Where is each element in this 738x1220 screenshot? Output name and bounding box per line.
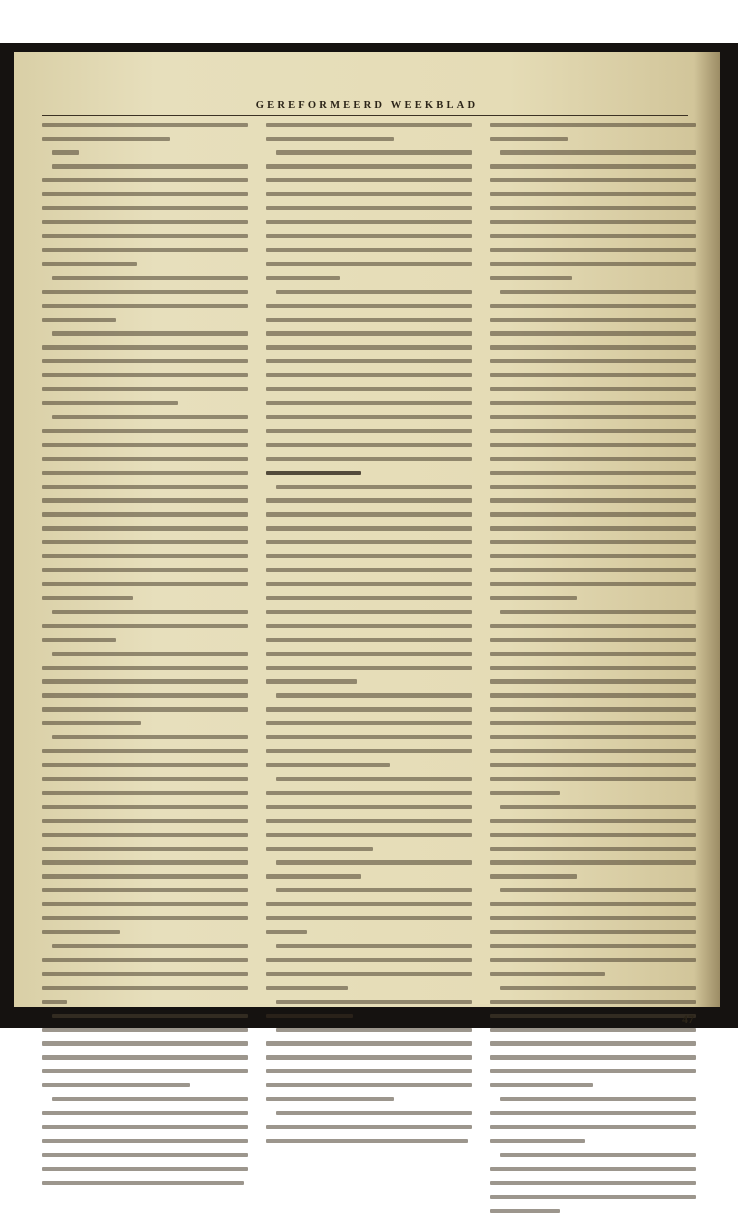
running-header: GEREFORMEERD WEEKBLAD: [255, 100, 479, 111]
text-line: [266, 596, 472, 607]
paragraph: [42, 331, 248, 412]
text-line: [266, 498, 472, 509]
text-line: [490, 693, 696, 704]
text-line: [490, 624, 696, 635]
text-line: [42, 485, 248, 496]
text-line: [266, 123, 472, 134]
text-line: [490, 123, 696, 134]
text-line: [266, 1028, 472, 1039]
text-line: [42, 304, 248, 315]
text-line: [266, 192, 472, 203]
text-line: [42, 290, 248, 301]
page-number: 47: [682, 1012, 694, 1026]
text-line: [42, 652, 248, 663]
text-line: [266, 1069, 472, 1080]
text-line: [490, 638, 696, 649]
text-line: [42, 471, 248, 482]
paragraph: [490, 1097, 696, 1150]
text-line: [490, 206, 696, 217]
paragraph: [42, 610, 248, 649]
text-line: [42, 318, 248, 329]
text-line: [266, 819, 472, 830]
text-line: [266, 387, 472, 398]
text-line: [42, 262, 248, 273]
text-line: [490, 888, 696, 899]
paragraph: [266, 1000, 472, 1025]
paragraph: [266, 944, 472, 997]
text-line: [490, 373, 696, 384]
text-line: [266, 234, 472, 245]
text-line: [266, 443, 472, 454]
text-line: [490, 707, 696, 718]
text-line: [266, 860, 472, 871]
text-line: [490, 1125, 696, 1136]
text-line: [490, 429, 696, 440]
text-line: [42, 526, 248, 537]
text-line: [42, 930, 248, 941]
text-line: [266, 833, 472, 844]
text-line: [42, 1000, 248, 1011]
text-line: [266, 791, 472, 802]
text-line: [490, 540, 696, 551]
paragraph: [266, 888, 472, 941]
text-line: [42, 860, 248, 871]
text-line: [490, 833, 696, 844]
text-line: [42, 1055, 248, 1066]
text-line: [490, 721, 696, 732]
text-line: [42, 986, 248, 997]
paragraph: [266, 693, 472, 774]
text-line: [266, 485, 472, 496]
text-line: [42, 819, 248, 830]
text-line: [490, 986, 696, 997]
text-line: [42, 833, 248, 844]
text-line: [42, 596, 248, 607]
header-rule: [42, 115, 688, 116]
text-line: [42, 1125, 248, 1136]
text-line: [42, 972, 248, 983]
text-line: [266, 1055, 472, 1066]
text-column-3: [490, 120, 696, 1220]
text-line: [266, 874, 472, 885]
text-line: [266, 554, 472, 565]
text-line: [490, 345, 696, 356]
text-line: [42, 540, 248, 551]
paragraph: [42, 735, 248, 941]
text-column-1: [42, 120, 248, 1192]
text-line: [266, 1125, 472, 1136]
text-line: [266, 304, 472, 315]
text-line: [266, 526, 472, 537]
text-line: [266, 248, 472, 259]
text-line: [490, 847, 696, 858]
text-line: [490, 512, 696, 523]
text-line: [266, 749, 472, 760]
text-line: [42, 1139, 248, 1150]
paragraph: [490, 290, 696, 608]
text-line: [490, 178, 696, 189]
text-line: [490, 387, 696, 398]
text-line: [42, 164, 248, 175]
paragraph: [266, 150, 472, 287]
paragraph: [42, 164, 248, 273]
text-line: [266, 359, 472, 370]
text-line: [266, 1014, 472, 1025]
text-line: [490, 1139, 696, 1150]
text-line: [490, 554, 696, 565]
text-line: [490, 1041, 696, 1052]
text-line: [266, 735, 472, 746]
text-line: [266, 916, 472, 927]
text-line: [490, 137, 696, 148]
text-line: [42, 178, 248, 189]
text-line: [266, 178, 472, 189]
text-line: [266, 847, 472, 858]
text-line: [490, 1153, 696, 1164]
text-line: [490, 1083, 696, 1094]
paragraph: [490, 1153, 696, 1220]
text-line: [266, 944, 472, 955]
text-line: [490, 359, 696, 370]
paragraph: [490, 805, 696, 886]
text-line: [490, 930, 696, 941]
text-line: [42, 123, 248, 134]
paragraph: [42, 276, 248, 329]
paragraph: [266, 123, 472, 148]
text-line: [490, 763, 696, 774]
text-line: [266, 610, 472, 621]
text-line: [490, 331, 696, 342]
text-line: [490, 972, 696, 983]
text-line: [490, 248, 696, 259]
text-line: [490, 610, 696, 621]
text-line: [266, 568, 472, 579]
text-line: [490, 485, 696, 496]
paragraph: [42, 150, 248, 161]
text-line: [266, 164, 472, 175]
text-line: [42, 582, 248, 593]
text-line: [42, 707, 248, 718]
text-line: [490, 902, 696, 913]
text-line: [42, 902, 248, 913]
text-line: [42, 498, 248, 509]
text-line: [266, 972, 472, 983]
text-line: [490, 735, 696, 746]
text-line: [266, 666, 472, 677]
text-line: [490, 596, 696, 607]
text-line: [266, 930, 472, 941]
text-line: [266, 540, 472, 551]
text-line: [490, 1055, 696, 1066]
text-line: [490, 749, 696, 760]
paragraph: [266, 860, 472, 885]
magazine-page: [14, 52, 720, 1026]
text-line: [490, 1181, 696, 1192]
text-line: [42, 777, 248, 788]
text-line: [42, 457, 248, 468]
text-line: [266, 763, 472, 774]
text-line: [490, 471, 696, 482]
text-line: [266, 902, 472, 913]
text-line: [266, 457, 472, 468]
paragraph: [490, 150, 696, 287]
text-line: [42, 1041, 248, 1052]
text-line: [266, 1097, 472, 1108]
text-line: [490, 652, 696, 663]
text-line: [490, 164, 696, 175]
text-line: [490, 1167, 696, 1178]
text-line: [490, 220, 696, 231]
paragraph: [42, 415, 248, 607]
text-line: [266, 415, 472, 426]
text-line: [42, 1153, 248, 1164]
text-line: [42, 1069, 248, 1080]
text-line: [42, 888, 248, 899]
text-line: [490, 443, 696, 454]
text-line: [266, 512, 472, 523]
text-line: [490, 1028, 696, 1039]
text-line: [266, 1111, 472, 1122]
text-line: [266, 805, 472, 816]
text-line: [42, 958, 248, 969]
text-line: [42, 331, 248, 342]
text-line: [490, 777, 696, 788]
paragraph: [490, 610, 696, 802]
text-line: [490, 1069, 696, 1080]
text-line: [490, 1000, 696, 1011]
text-line: [42, 874, 248, 885]
text-line: [42, 387, 248, 398]
text-line: [42, 415, 248, 426]
text-line: [266, 150, 472, 161]
text-line: [266, 137, 472, 148]
text-line: [266, 345, 472, 356]
text-line: [490, 276, 696, 287]
text-line: [490, 498, 696, 509]
text-line: [490, 318, 696, 329]
text-line: [42, 554, 248, 565]
text-column-2: [266, 120, 472, 1150]
text-line: [42, 1167, 248, 1178]
text-line: [42, 234, 248, 245]
text-line: [42, 610, 248, 621]
text-line: [490, 304, 696, 315]
text-line: [490, 958, 696, 969]
paragraph: [266, 777, 472, 858]
text-line: [42, 847, 248, 858]
text-line: [266, 1041, 472, 1052]
text-line: [490, 568, 696, 579]
paragraph: [42, 123, 248, 148]
paragraph: [42, 944, 248, 1011]
text-line: [490, 1014, 696, 1025]
text-line: [266, 652, 472, 663]
text-line: [266, 373, 472, 384]
page-spine-shadow: [694, 52, 720, 1007]
text-line: [490, 234, 696, 245]
text-line: [490, 666, 696, 677]
text-line: [266, 1139, 472, 1150]
text-line: [42, 206, 248, 217]
text-line: [266, 958, 472, 969]
text-line: [266, 290, 472, 301]
text-line: [490, 1195, 696, 1206]
text-line: [42, 679, 248, 690]
text-line: [266, 1000, 472, 1011]
paragraph: [266, 1111, 472, 1150]
text-line: [42, 276, 248, 287]
text-line: [42, 248, 248, 259]
text-line: [490, 791, 696, 802]
text-line: [42, 1014, 248, 1025]
text-line: [266, 777, 472, 788]
text-line: [490, 401, 696, 412]
text-line: [490, 415, 696, 426]
text-line: [490, 860, 696, 871]
paragraph: [42, 1014, 248, 1095]
text-line: [266, 318, 472, 329]
text-line: [42, 721, 248, 732]
text-line: [42, 1083, 248, 1094]
text-line: [490, 1097, 696, 1108]
text-line: [490, 944, 696, 955]
text-line: [42, 1111, 248, 1122]
text-line: [42, 791, 248, 802]
text-line: [42, 150, 248, 161]
text-line: [490, 582, 696, 593]
text-line: [42, 805, 248, 816]
text-line: [266, 220, 472, 231]
text-line: [42, 137, 248, 148]
text-line: [42, 944, 248, 955]
text-line: [266, 693, 472, 704]
text-line: [490, 1209, 696, 1220]
text-line: [266, 471, 472, 482]
text-line: [490, 805, 696, 816]
text-line: [266, 262, 472, 273]
text-line: [266, 624, 472, 635]
text-line: [42, 220, 248, 231]
text-line: [42, 429, 248, 440]
text-line: [42, 443, 248, 454]
text-line: [266, 888, 472, 899]
text-line: [266, 582, 472, 593]
text-line: [42, 359, 248, 370]
text-line: [42, 624, 248, 635]
text-line: [490, 916, 696, 927]
text-line: [266, 638, 472, 649]
paragraph: [266, 485, 472, 691]
text-line: [42, 568, 248, 579]
text-line: [42, 1181, 248, 1192]
text-line: [42, 749, 248, 760]
paragraph: [490, 986, 696, 1095]
text-line: [490, 526, 696, 537]
paragraph: [266, 290, 472, 482]
text-line: [42, 735, 248, 746]
text-line: [266, 707, 472, 718]
text-line: [266, 1083, 472, 1094]
text-line: [266, 679, 472, 690]
text-line: [42, 1028, 248, 1039]
text-line: [42, 192, 248, 203]
text-line: [490, 457, 696, 468]
text-line: [490, 819, 696, 830]
text-line: [266, 986, 472, 997]
paragraph: [490, 123, 696, 148]
paragraph: [490, 888, 696, 983]
text-line: [490, 679, 696, 690]
text-line: [42, 693, 248, 704]
text-line: [42, 345, 248, 356]
text-line: [42, 401, 248, 412]
text-line: [42, 373, 248, 384]
text-line: [266, 429, 472, 440]
text-line: [490, 874, 696, 885]
text-line: [266, 331, 472, 342]
text-line: [266, 401, 472, 412]
text-line: [490, 290, 696, 301]
text-line: [490, 192, 696, 203]
text-line: [490, 262, 696, 273]
text-line: [490, 150, 696, 161]
text-line: [490, 1111, 696, 1122]
paragraph: [42, 652, 248, 733]
paragraph: [42, 1097, 248, 1192]
text-line: [42, 512, 248, 523]
text-line: [42, 763, 248, 774]
text-line: [42, 916, 248, 927]
text-line: [42, 638, 248, 649]
text-line: [266, 276, 472, 287]
text-line: [42, 666, 248, 677]
text-line: [266, 206, 472, 217]
text-line: [266, 721, 472, 732]
text-line: [42, 1097, 248, 1108]
